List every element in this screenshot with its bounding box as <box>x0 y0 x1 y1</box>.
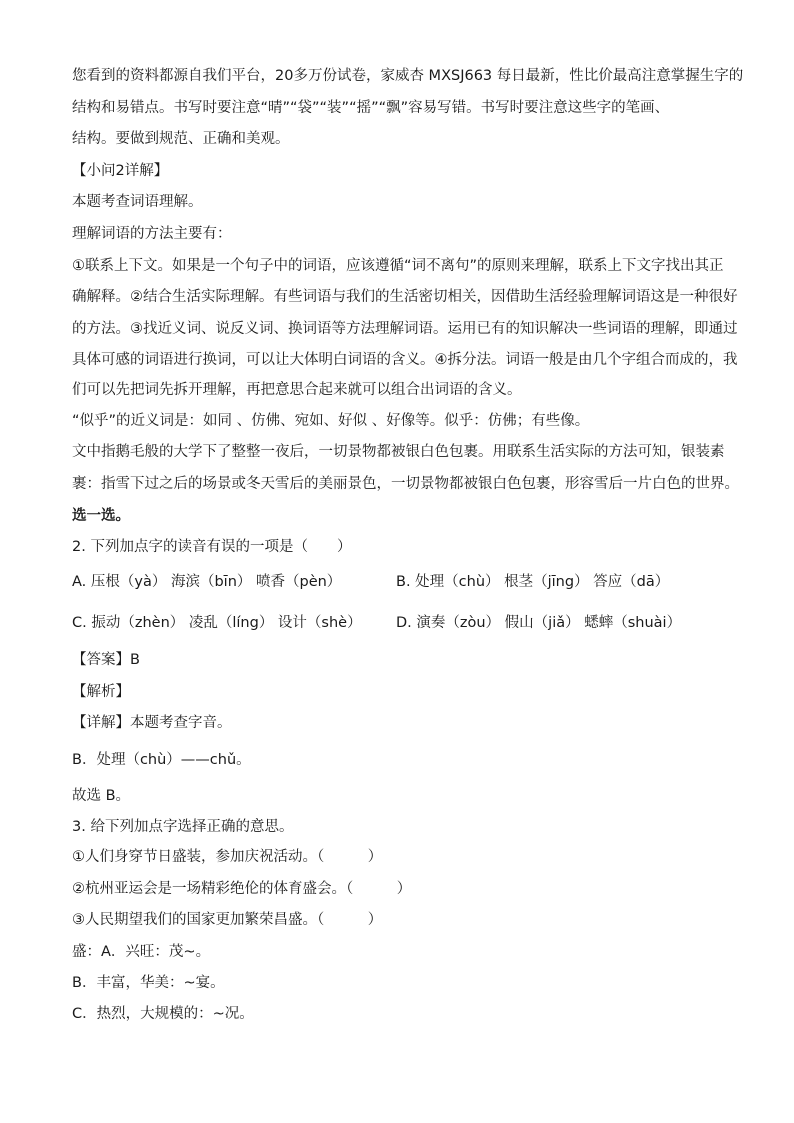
section-heading: 【小问2详解】 <box>72 163 169 179</box>
paragraph-line: 的方法。③找近义词、说反义词、换词语等方法理解词语。运用已有的知识解决一些词语的理解，即通过 <box>72 321 738 337</box>
paragraph-line: ①人们身穿节日盛装，参加庆祝活动。（ ） <box>72 849 383 865</box>
paragraph-line: 理解词语的方法主要有： <box>72 226 232 242</box>
paragraph-line: 本题考查词语理解。 <box>72 194 203 210</box>
analysis-heading: 【解析】 <box>72 684 130 700</box>
paragraph-line: ①联系上下文。如果是一个句子中的词语，应该遵循“词不离句”的原则来理解，联系上下文字找出其正 <box>72 258 724 274</box>
paragraph-line: 具体可感的词语进行换词，可以让大体明白词语的含义。④拆分法。词语一般是由几个字组合而成的，我 <box>72 352 738 368</box>
paragraph-line: “似乎”的近义词是：如同 、仿佛、宛如、好似 、好像等。似乎：仿佛；有些像。 <box>72 413 590 429</box>
option-a: A. 压根（yà） 海滨（bīn） 喷香（pèn） <box>72 574 342 590</box>
paragraph-line: 确解释。②结合生活实际理解。有些词语与我们的生活密切相关，因借助生活经验理解词语这是一种很好 <box>72 289 738 305</box>
question-stem: 2. 下列加点字的读音有误的一项是（ ） <box>72 539 352 555</box>
paragraph-line: 文中指鹅毛般的大学下了整整一夜后，一切景物都被银白色包裹。用联系生活实际的方法可知，银装素 <box>72 444 725 460</box>
paragraph-line: 【详解】本题考查字音。 <box>72 715 232 731</box>
paragraph-line: 您看到的资料都源自我们平台，20多万份试卷，家威杏 MXSJ663 每日最新，性比价最高注意掌握生字的 <box>72 68 744 84</box>
paragraph-line: 结构和易错点。书写时要注意“晴”“袋”“装”“摇”“飘”容易写错。书写时要注意这些字的笔画、 <box>72 100 670 116</box>
paragraph-line: 盛：A．兴旺：茂~。 <box>72 944 211 960</box>
paragraph-line: ③人民期望我们的国家更加繁荣昌盛。（ ） <box>72 912 383 928</box>
paragraph-line: 故选 B。 <box>72 788 131 804</box>
option-b: B. 处理（chù） 根茎（jīng） 答应（dā） <box>396 574 670 590</box>
answer-line: 【答案】B <box>72 652 140 668</box>
paragraph-line: 裹：指雪下过之后的场景或冬天雪后的美丽景色，一切景物都被银白色包裹，形容雪后一片白色的世界。 <box>72 476 739 492</box>
paragraph-line: 结构。要做到规范、正确和美观。 <box>72 131 290 147</box>
paragraph-line: B．丰富，华美：~宴。 <box>72 975 225 991</box>
paragraph-line: C．热烈，大规模的：~况。 <box>72 1006 254 1022</box>
paragraph-line: B．处理（chù）——chǔ。 <box>72 752 251 768</box>
paragraph-line: 们可以先把词先拆开理解，再把意思合起来就可以组合出词语的含义。 <box>72 382 522 398</box>
paragraph-line: ②杭州亚运会是一场精彩绝伦的体育盛会。（ ） <box>72 881 412 897</box>
option-c: C. 振动（zhèn） 凌乱（líng） 设计（shè） <box>72 615 362 631</box>
option-d: D. 演奏（zòu） 假山（jiǎ） 蟋蟀（shuài） <box>396 615 682 631</box>
section-title: 选一选。 <box>72 508 130 524</box>
question-stem: 3. 给下列加点字选择正确的意思。 <box>72 819 294 835</box>
